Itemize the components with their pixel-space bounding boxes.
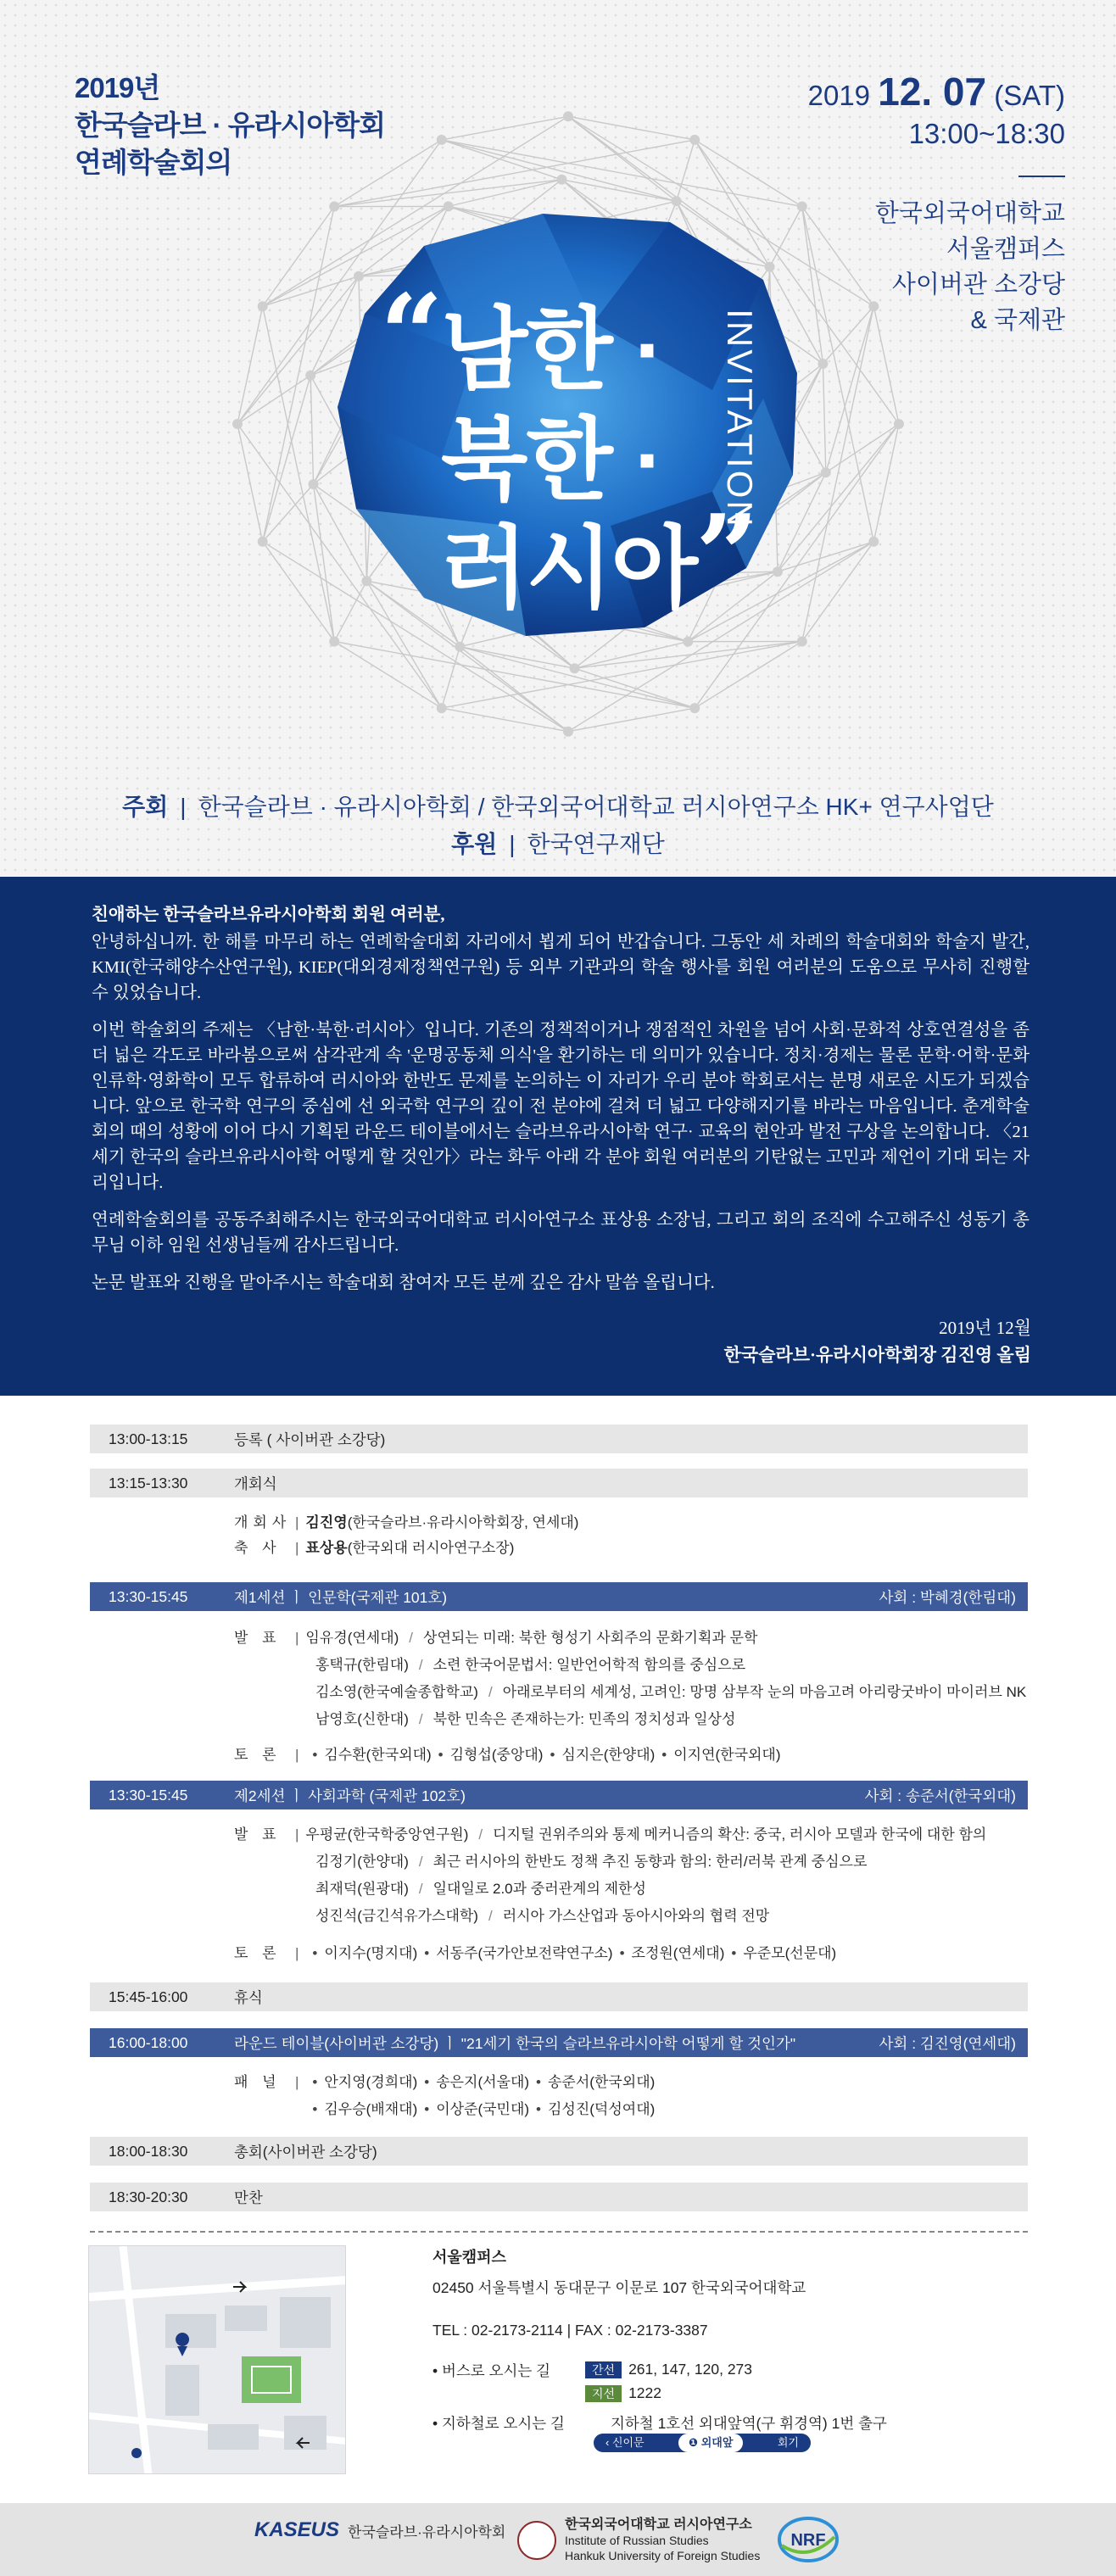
letter-greeting: 친애하는 한국슬라브유라시아학회 회원 여러분, [92,906,445,924]
bus-directions-label: • 버스로 오시는 길 [432,2362,551,2379]
network-line [314,484,335,641]
venue-line-3: 사이버관 소강당 [891,271,1065,298]
divider [1018,176,1065,177]
network-node [361,576,371,586]
row-title: 제1세션 ㅣ 인문학(국제관 101호) [234,1588,448,1606]
schedule-row-session-1 [90,1582,1028,1611]
network-node [894,419,904,429]
bus-main-route: 간선 261, 147, 120, 273 [585,2357,752,2381]
network-node [563,111,573,121]
campus-name: 서울캠퍼스 [432,2249,506,2266]
campus-map [88,2245,346,2474]
network-line [575,668,695,708]
year-title: 2019년 [75,72,160,103]
hufs-en-1: Institute of Russian Studies [565,2534,709,2547]
network-node [329,202,339,212]
subway-next-station: 회기 [777,2436,799,2449]
hufs-en-2: Hankuk University of Foreign Studies [565,2549,761,2562]
session-1-talk: 발 표 | 임유경(연세대) / 상연되는 미래: 북한 형성기 사회주의 문화기획과 문학 [234,1630,758,1646]
network-node [868,537,879,547]
network-node [773,566,783,577]
schedule-row-round-table [90,2028,1028,2057]
row-title: 총회(사이버관 소강당) [234,2143,377,2161]
row-chair: 사회 : 송준서(한국외대) [864,1787,1016,1804]
network-node [821,467,831,477]
network-node [258,537,268,547]
schedule-row-opening [90,1469,1028,1497]
congratulatory-speech: 축 사 | 표상용(한국외대 러시아연구소장) [234,1540,515,1556]
network-node [556,175,566,185]
network-line [237,376,310,424]
row-chair: 사회 : 박혜경(한림대) [879,1588,1016,1606]
venue-line-1: 한국외국어대학교 [874,200,1065,227]
venue-line-2: 서울캠퍼스 [946,236,1065,263]
session-1-talk: 남영호(신한대) / 북한 민속은 존재하는가: 민족의 정치성과 일상성 [315,1711,736,1727]
nrf-text: NRF [790,2531,826,2550]
event-time: 13:00~18:30 [908,118,1065,149]
schedule-row-break [90,1982,1028,2011]
network-node [437,135,447,145]
host-label: 주회 [122,794,169,820]
network-node [309,479,319,489]
conference-heading [75,70,385,181]
network-node [689,703,700,713]
letter-date: 2019년 12월 [939,1318,1031,1338]
hufs-logo [517,2517,760,2563]
invitation-letter [0,877,1116,1396]
kaseus-logo [254,2518,505,2542]
network-line [677,140,695,201]
campus-address: 02450 서울특별시 동대문구 이문로 107 한국외국어대학교 [432,2279,806,2296]
network-node [765,262,775,272]
network-node [354,271,364,282]
schedule-row-dinner [90,2183,1028,2211]
kaseus-mark: KASEUS [254,2518,340,2541]
sponsor-label: 후원 [451,831,498,857]
network-line [561,180,676,201]
society-name: 한국슬라브 · 유라시아학회 [75,109,385,141]
row-time: 18:30-20:30 [109,2188,188,2205]
title-line-1: 남한 · [441,300,663,400]
schedule-row-general-meeting [90,2137,1028,2166]
row-time: 13:00-13:15 [109,1430,188,1447]
letter-paragraph-3: 연례학술회의를 공동주최해주시는 한국외국어대학교 러시아연구소 표상용 소장님, 그리고 회의 조직에 수고해주신 성동기 총무님 이하 임원 선생님들께 감사드립니다. [92,1211,1030,1255]
bus-branch-route: 지선 1222 [585,2381,661,2405]
network-node [305,371,315,381]
venue-line-4: & 국제관 [970,307,1065,334]
session-2-talk: 김정기(한양대) / 최근 러시아의 한반도 정책 추진 동향과 함의: 한러/러북 관계 중심으로 [315,1854,868,1870]
network-node [817,359,828,369]
invitation-label: INVITATION [720,309,760,529]
row-chair: 사회 : 김진영(연세대) [879,2034,1016,2052]
network-line [823,364,825,472]
network-node [683,637,693,647]
subway-current-station: ❶ 외대앞 [678,2434,743,2452]
network-line [310,376,313,484]
conference-name: 연례학술회의 [75,147,232,178]
sponsor-footer [0,2503,1116,2576]
network-node [797,202,807,212]
network-line [778,424,899,572]
subway-directions-text: 지하철 1호선 외대앞역(구 휘경역) 1번 출구 [611,2415,887,2432]
round-table-panel: 패 널 | • 안지영(경희대) • 송은지(서울대) • 송준서(한국외대) [234,2074,656,2090]
session-2-talk: 최재덕(원광대) / 일대일로 2.0과 중러관계의 제한성 [315,1881,646,1897]
network-line [442,647,460,708]
network-node [672,196,682,206]
round-table-panel: • 김우승(배재대) • 이상준(국민대) • 김성진(덕성여대) [312,2101,656,2117]
network-node [258,301,268,311]
event-date [807,70,1065,114]
letter-paragraph-4: 논문 발표와 진행을 맡아주시는 학술대회 참여자 모든 분께 깊은 감사 말씀 올립니다. [92,1274,715,1292]
row-title: 만찬 [234,2188,263,2206]
network-line [263,376,310,542]
host-text: 한국슬라브 · 유라시아학회 / 한국외국어대학교 러시아연구소 HK+ 연구사업단 [198,794,994,820]
map-graphic [89,2246,346,2474]
host-line: 주회 | 한국슬라브 · 유라시아학회 / 한국외국어대학교 러시아연구소 HK+ 연구사업단 [122,794,994,820]
session-1-talk: 김소영(한국예술종합학교) / 아래로부터의 세계성, 고려인: 망명 삼부작 눈의 마음고려 아리랑굿바이 마이러브 NK [315,1684,1027,1700]
schedule-row-registration [90,1425,1028,1453]
row-title: 제2세션 ㅣ 사회과학 (국제관 102호) [234,1787,466,1804]
opening-speech: 개회사 | 김진영(한국슬라브·유라시아학회장, 연세대) [234,1514,579,1531]
schedule-row-session-2 [90,1781,1028,1809]
network-line [826,424,899,472]
event-details [807,70,1065,338]
row-title: 개회식 [234,1475,277,1492]
network-line [334,581,366,641]
title-line-2: 북한 · [441,410,663,510]
session-1-talk: 홍택규(한림대) / 소련 한국어문법서: 일반언어학적 함의를 중심으로 [315,1657,746,1673]
date-year: 2019 [807,80,871,111]
sponsor-line: 후원 | 한국연구재단 [451,831,665,857]
hero-section [0,0,1116,877]
row-time: 13:15-13:30 [109,1474,188,1492]
bus-main-tag: 간선 [585,2361,622,2378]
letter-paragraph-1: 안녕하십니까. 한 해를 마무리 하는 연례학술대회 자리에서 뵙게 되어 반갑습니다. 그동안 세 차례의 학술대회와 학술지 발간, KMI(한국해양수산연구원), KIEP(대외경제정책연구원) 등 외부 기관과의 학술 행사를 회원 여러분의 도움으로 무사히 진행할 수 있었습니다. [92,933,1030,1002]
letter-signature [724,1314,1031,1369]
signature-name: 한국슬라브·유라시아학회장 김진영 올림 [723,1345,1031,1365]
network-node [570,663,580,673]
row-title: 등록 ( 사이버관 소강당) [234,1430,386,1448]
session-1-discussants: 토 론 | • 김수환(한국외대) • 김형섭(중앙대) • 심지은(한양대) • 이지연(한국외대) [234,1747,781,1763]
date-day: (SAT) [994,80,1065,111]
subway-line-diagram [594,2434,811,2452]
hufs-emblem-icon [517,2521,556,2560]
session-2-talk: 성진석(금긴석유가스대학) / 러시아 가스산업과 동아시아와의 협력 전망 [315,1908,770,1924]
organizers [0,789,1116,863]
network-node [689,135,700,145]
network-line [770,207,802,267]
row-time: 16:00-18:00 [109,2033,188,2051]
section-divider [90,2231,1028,2233]
network-node [444,201,454,211]
contact-tel-fax: TEL : 02-2173-2114 | FAX : 02-2173-3387 [432,2322,708,2339]
kaseus-name: 한국슬라브·유라시아학회 [348,2523,506,2540]
row-time: 13:30-15:45 [109,1587,188,1605]
row-title: 휴식 [234,1988,263,2006]
row-title: 라운드 테이블(사이버관 소강당) ㅣ "21세기 한국의 슬라브유라시아학 어떻게 할 것인가" [234,2034,796,2052]
network-node [437,703,447,713]
network-node [563,727,573,737]
subway-prev-station: ‹ 신이문 [605,2436,644,2449]
row-time: 13:30-15:45 [109,1786,188,1804]
sponsor-text: 한국연구재단 [527,831,665,857]
network-line [442,140,562,180]
letter-body [92,902,1030,1308]
title-line-3: 러시아 [441,519,697,619]
quote-close-mark: ” [695,490,759,620]
hufs-name: 한국외국어대학교 러시아연구소 [565,2517,752,2532]
network-node [329,636,339,646]
network-line [263,484,314,542]
network-node [232,419,243,429]
session-2-discussants: 토 론 | • 이지수(명지대) • 서동주(국가안보전략연구소) • 조정원(연세대) • 우준모(선문대) [234,1945,837,1961]
session-2-talk: 발 표 | 우평균(한국학중앙연구원) / 디지털 권위주의와 통제 메커니즘의 확산: 중국, 러시아 모델과 한국에 대한 함의 [234,1826,987,1843]
letter-paragraph-2: 이번 학술회의 주제는 〈남한·북한·러시아〉입니다. 기존의 정책적이거나 쟁점적인 차원을 넘어 사회·문화적 상호연결성을 좀 더 넓은 각도로 바라봄으로써 삼각관계 속 '운명공동체 의식'을 환기하는 데 의미가 있습니다. 정치·경제는 물론 문학·어학·문화인류학·영화학이 모두 합류하여 러시아와 한반도 문제를 논의하는 이 자리가 우리 분야 학회로서는 분명 새로운 시도가 되겠습니다. 앞으로 한국학 연구의 중심에 선 외국학 연구의 깊이 전 분야에 걸쳐 더 넓고 다양해지기를 바라는 마음입니다. 춘계학술회의 때의 성황에 이어 다시 기획된 라운드 테이블에서는 슬라브유라시아학 연구· 교육의 현안과 발전 구상을 논의합니다. 〈21세기 한국의 슬라브유라시아학 어떻게 할 것인가〉라는 화두 아래 각 분야 회원 여러분의 기탄없는 고민과 제언이 기대 되는 자리입니다. [92,1021,1030,1192]
network-line [460,647,574,668]
quote-open-mark: “ [380,270,444,399]
bus-branch-tag: 지선 [585,2385,622,2402]
date-main: 12. 07 [878,70,987,114]
subway-directions-label: • 지하철로 오시는 길 [432,2415,565,2432]
network-node [455,642,465,652]
row-time: 18:00-18:30 [109,2142,188,2160]
nrf-logo [775,2515,841,2564]
network-node [797,636,807,646]
row-time: 15:45-16:00 [109,1988,188,2005]
